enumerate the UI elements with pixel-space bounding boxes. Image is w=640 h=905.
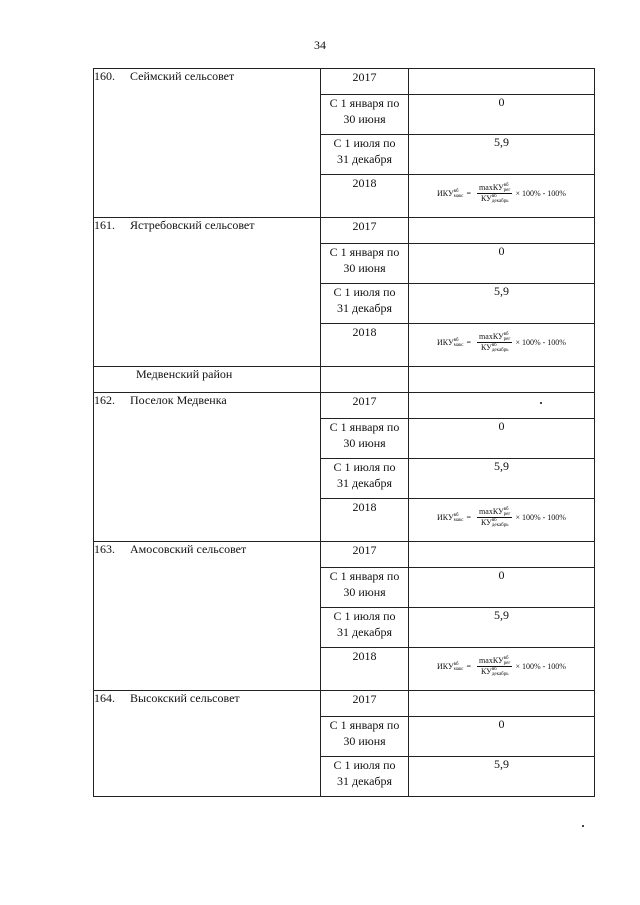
formula — [409, 656, 594, 677]
municipality-cell — [94, 393, 321, 542]
period-cell: С 1 января по 30 июня — [321, 568, 409, 608]
formula-tail: × 100% - 100% — [515, 513, 566, 523]
formula-cell — [409, 324, 595, 367]
period-cell: С 1 июля по 31 декабря — [321, 459, 409, 499]
value-cell: 5,9 — [409, 608, 595, 648]
scan-speck — [582, 825, 584, 827]
year-cell: 2017 — [321, 542, 409, 568]
value-cell: 0 — [409, 717, 595, 757]
formula-equals: = — [466, 662, 472, 672]
period-cell: С 1 января по 30 июня — [321, 95, 409, 135]
table-row — [94, 393, 595, 419]
row-number: 160. — [94, 69, 115, 83]
municipality-name: Высокский сельсовет — [130, 691, 240, 705]
table-row — [94, 69, 595, 95]
empty-cell — [409, 542, 595, 568]
value-cell: 0 — [409, 419, 595, 459]
formula-fraction: maxКУ вб рег КУ вб декабрь — [479, 507, 511, 529]
year-cell: 2017 — [321, 69, 409, 95]
municipality-cell — [94, 218, 321, 367]
value-cell: 5,9 — [409, 459, 595, 499]
value-cell: 0 — [409, 244, 595, 284]
formula-tail: × 100% - 100% — [515, 338, 566, 348]
value-cell: 0 — [409, 568, 595, 608]
period-cell: С 1 июля по 31 декабря — [321, 284, 409, 324]
empty-cell — [409, 367, 595, 393]
formula-lhs: ИКУ вб макс — [437, 188, 464, 199]
value-cell: 0 — [409, 95, 595, 135]
formula-fraction: maxКУ вб рег КУ вб декабрь — [479, 332, 511, 354]
municipality-name: Поселок Медвенка — [130, 393, 227, 407]
row-number: 162. — [94, 393, 115, 407]
year-cell: 2017 — [321, 393, 409, 419]
period-cell: С 1 января по 30 июня — [321, 717, 409, 757]
table-row — [94, 542, 595, 568]
year-cell: 2017 — [321, 218, 409, 244]
period-cell: С 1 января по 30 июня — [321, 419, 409, 459]
year-cell: 2018 — [321, 324, 409, 367]
formula-fraction: maxКУ вб рег КУ вб декабрь — [479, 656, 511, 678]
municipality-cell — [94, 542, 321, 691]
formula-cell — [409, 648, 595, 691]
formula-lhs: ИКУ вб макс — [437, 512, 464, 523]
table-row — [94, 367, 595, 393]
empty-cell — [409, 218, 595, 244]
municipality-cell — [94, 69, 321, 218]
value-cell: 5,9 — [409, 135, 595, 175]
empty-cell — [321, 367, 409, 393]
empty-cell — [409, 393, 595, 419]
period-cell: С 1 июля по 31 декабря — [321, 135, 409, 175]
page-number: 34 — [314, 38, 326, 52]
formula — [409, 507, 594, 528]
formula-fraction: maxКУ вб рег КУ вб декабрь — [479, 183, 511, 205]
tariff-table — [93, 68, 595, 797]
period-cell: С 1 января по 30 июня — [321, 244, 409, 284]
formula-cell — [409, 175, 595, 218]
formula-equals: = — [466, 513, 472, 523]
period-cell: С 1 июля по 31 декабря — [321, 608, 409, 648]
formula-lhs: ИКУ вб макс — [437, 337, 464, 348]
formula-equals: = — [466, 189, 472, 199]
year-cell: 2018 — [321, 648, 409, 691]
formula — [409, 332, 594, 353]
municipality-name: Амосовский сельсовет — [130, 542, 247, 556]
scan-speck — [540, 402, 542, 404]
row-number: 164. — [94, 691, 115, 705]
district-name: Медвенский район — [94, 367, 321, 393]
formula — [409, 183, 594, 204]
formula-equals: = — [466, 338, 472, 348]
empty-cell — [409, 691, 595, 717]
year-cell: 2018 — [321, 175, 409, 218]
year-cell: 2018 — [321, 499, 409, 542]
municipality-name: Ястребовский сельсовет — [130, 218, 255, 232]
formula-cell — [409, 499, 595, 542]
row-number: 161. — [94, 218, 115, 232]
formula-lhs: ИКУ вб макс — [437, 661, 464, 672]
empty-cell — [409, 69, 595, 95]
year-cell: 2017 — [321, 691, 409, 717]
period-cell: С 1 июля по 31 декабря — [321, 757, 409, 797]
row-number: 163. — [94, 542, 115, 556]
table-row — [94, 691, 595, 717]
value-cell: 5,9 — [409, 284, 595, 324]
table-row — [94, 218, 595, 244]
municipality-name: Сеймский сельсовет — [130, 69, 235, 83]
value-cell: 5,9 — [409, 757, 595, 797]
municipality-cell — [94, 691, 321, 797]
formula-tail: × 100% - 100% — [515, 189, 566, 199]
formula-tail: × 100% - 100% — [515, 662, 566, 672]
